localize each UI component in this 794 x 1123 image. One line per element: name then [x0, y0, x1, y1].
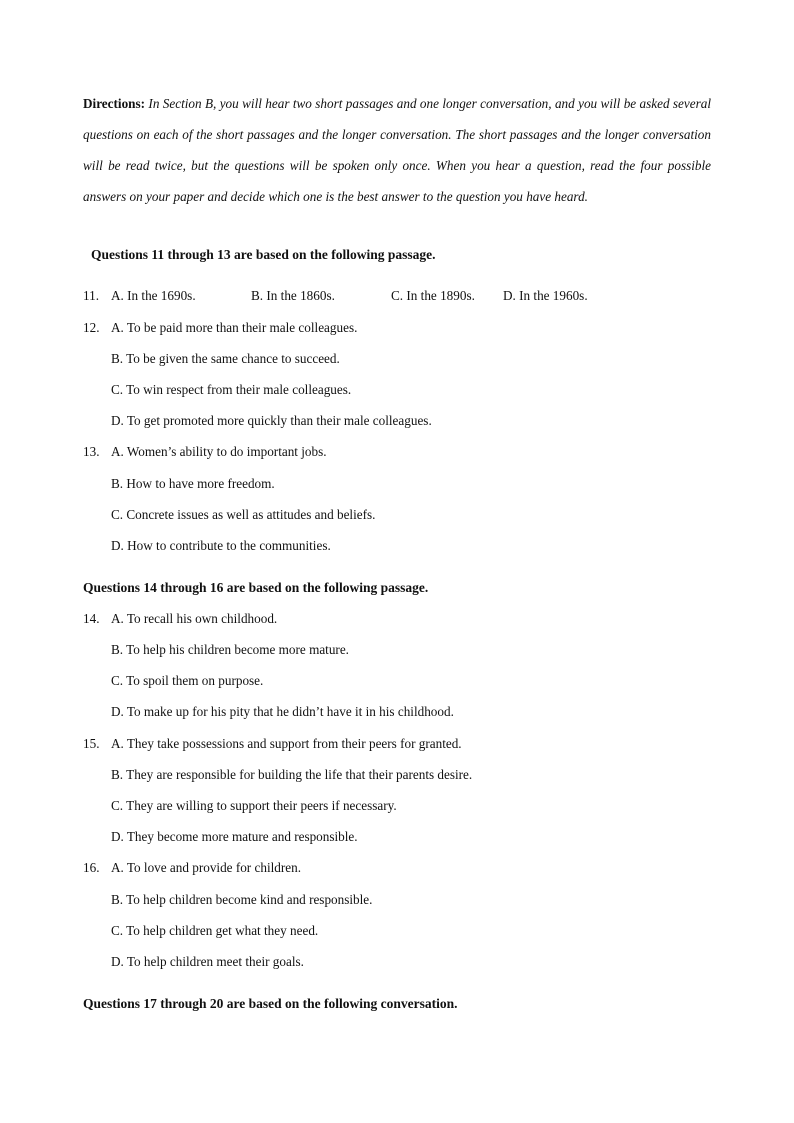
- question-13-option-c: C. Concrete issues as well as attitudes and beliefs.: [111, 507, 376, 522]
- question-12-option-a: A. To be paid more than their male colleagues.: [111, 320, 358, 335]
- question-16-option-b: B. To help children become kind and responsible.: [111, 892, 373, 907]
- section-heading-11-13: Questions 11 through 13 are based on the following passage.: [91, 247, 436, 262]
- question-14-option-b: B. To help his children become more mature.: [111, 642, 349, 657]
- question-12-option-c: C. To win respect from their male colleagues.: [111, 382, 352, 397]
- question-15-option-c: C. They are willing to support their peers if necessary.: [111, 798, 397, 813]
- question-number-14: 14.: [83, 611, 100, 626]
- question-14-option-c: C. To spoil them on purpose.: [111, 673, 264, 688]
- question-12-option-b: B. To be given the same chance to succeed.: [111, 351, 340, 366]
- question-14-option-d: D. To make up for his pity that he didn’t have it in his childhood.: [111, 704, 454, 719]
- question-16-option-d: D. To help children meet their goals.: [111, 954, 304, 969]
- question-number-16: 16.: [83, 860, 100, 875]
- directions-paragraph: [83, 88, 711, 212]
- question-13-option-a: A. Women’s ability to do important jobs.: [111, 444, 327, 459]
- question-13-option-b: B. How to have more freedom.: [111, 476, 275, 491]
- question-16-option-a: A. To love and provide for children.: [111, 860, 302, 875]
- directions-label: Directions:: [83, 96, 146, 111]
- question-11-option-b: B. In the 1860s.: [251, 288, 335, 303]
- question-12-option-d: D. To get promoted more quickly than their male colleagues.: [111, 413, 432, 428]
- question-15-option-d: D. They become more mature and responsible.: [111, 829, 358, 844]
- section-heading-17-20: Questions 17 through 20 are based on the following conversation.: [83, 996, 458, 1011]
- section-heading-14-16: Questions 14 through 16 are based on the following passage.: [83, 580, 429, 595]
- question-number-13: 13.: [83, 444, 100, 459]
- question-13-option-d: D. How to contribute to the communities.: [111, 538, 331, 553]
- question-14-option-a: A. To recall his own childhood.: [111, 611, 278, 626]
- directions-text: In Section B, you will hear two short passages and one longer conversation, and you will be asked several questions on each of the short passages and the longer conversation. The short passages and the longer conversation will be read twice, but the questions will be spoken only once. When you hear a question, read the four possible answers on your paper and decide which one is the best answer to the question you have heard.: [83, 96, 711, 204]
- question-15-option-b: B. They are responsible for building the life that their parents desire.: [111, 767, 473, 782]
- question-number-11: 11.: [83, 288, 99, 303]
- question-number-12: 12.: [83, 320, 100, 335]
- question-11-option-c: C. In the 1890s.: [391, 288, 475, 303]
- question-16-option-c: C. To help children get what they need.: [111, 923, 319, 938]
- question-number-15: 15.: [83, 736, 100, 751]
- question-15-option-a: A. They take possessions and support from their peers for granted.: [111, 736, 462, 751]
- question-11-option-a: A. In the 1690s.: [111, 288, 196, 303]
- question-11-option-d: D. In the 1960s.: [503, 288, 588, 303]
